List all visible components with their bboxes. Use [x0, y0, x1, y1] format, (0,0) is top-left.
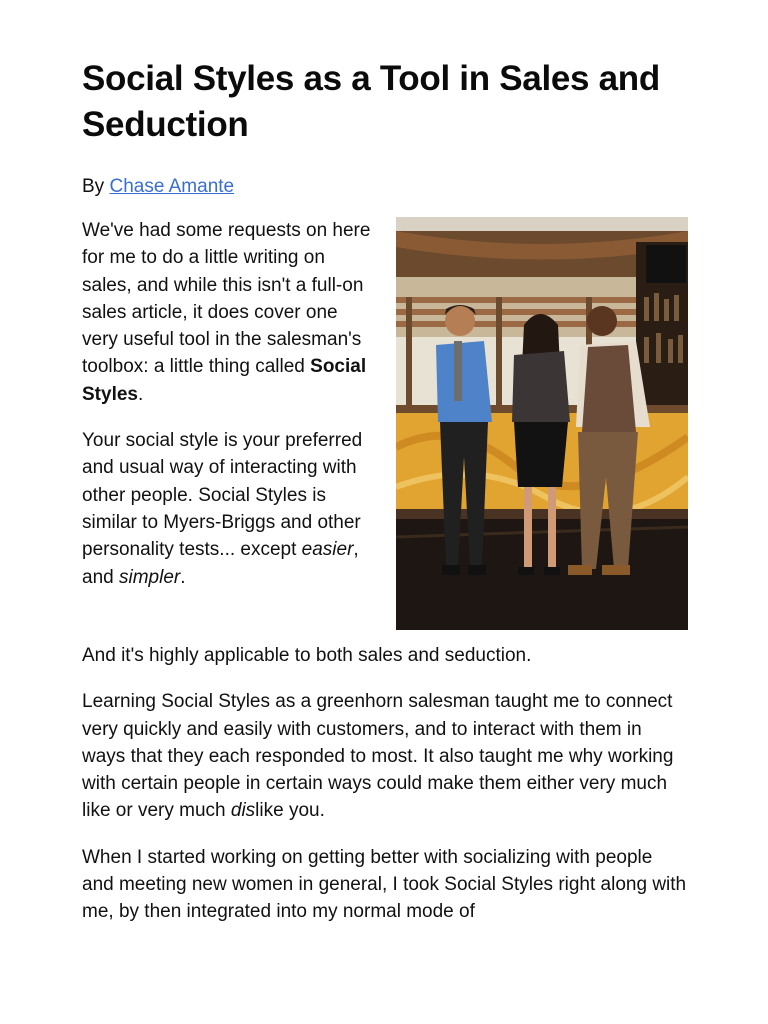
- byline-prefix: By: [82, 176, 105, 197]
- p4-em-dis: dis: [230, 800, 256, 822]
- p2-text: Your social style is your preferred and usual way of interacting with other people. Social Styles is similar to Myers-Briggs and other personality tests... except: [82, 430, 363, 561]
- p2-end: .: [180, 566, 186, 588]
- byline: [82, 175, 688, 199]
- p2-em-simpler: simpler: [118, 566, 181, 588]
- p1-text: We've had some requests on here for me to do a little writing on sales, and while this isn't a full-on sales article, it does cover one very useful tool in the salesman's toolbox: a little thing called: [82, 220, 371, 378]
- bar-scene-photo: [396, 217, 688, 630]
- p1-bold: Social Styles: [82, 356, 367, 405]
- p2-em-easier: easier: [301, 539, 354, 561]
- article-body: [82, 217, 688, 926]
- p4-text: Learning Social Styles as a greenhorn salesman taught me to connect very quickly and easily with customers, and to interact with them in ways that they each responded to most. It also taught me why working with certain people in certain ways could make them either very much like or very much: [82, 691, 674, 822]
- p1-end: .: [137, 383, 144, 405]
- article: [82, 56, 688, 945]
- p2-mid: , and: [82, 539, 359, 588]
- paragraph-3: And it's highly applicable to both sales and seduction.: [82, 645, 532, 666]
- paragraph-4: [82, 688, 688, 824]
- paragraph-5: When I started working on getting better with socializing with people and meeting new women in general, I took Social Styles right along with me, by then integrated into my normal mode of: [82, 846, 687, 923]
- author-link[interactable]: Chase Amante: [109, 176, 235, 197]
- p4-end: like you.: [255, 800, 325, 822]
- article-title: Social Styles as a Tool in Sales and Seduction: [82, 59, 660, 144]
